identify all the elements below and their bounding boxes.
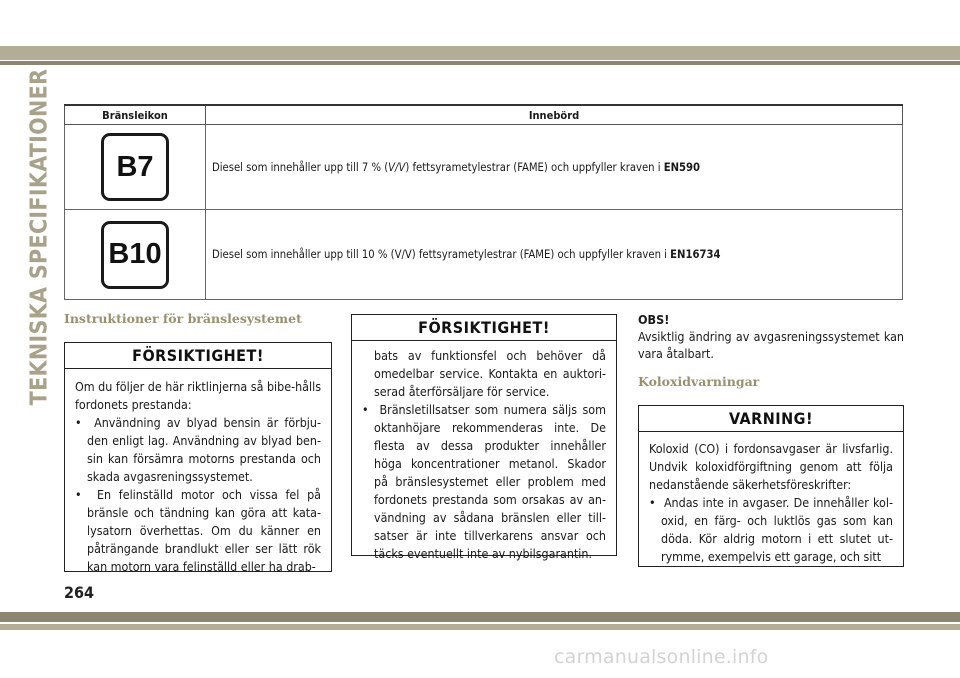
fuel-b7-icon: B7: [101, 133, 169, 201]
caution-title: FÖRSIKTIGHET!: [65, 343, 331, 369]
header-fuel-icon: Bränsleikon: [65, 105, 206, 125]
caution-intro: Om du följer de här riktlinjerna så bibe-hålls fordonets prestanda:: [75, 379, 322, 412]
header-band: [0, 46, 960, 60]
list-item: • Användning av blyad bensin är förbju-den enligt lag. Användning av blyad ben-sin kan försämra motorns prestanda och skada avgasreningssystemet.: [75, 414, 321, 486]
caution-list: [362, 401, 606, 563]
warning-box: [638, 405, 904, 567]
list-item: • Andas inte in avgaser. De innehåller kol-oxid, en färg- och luktlös gas som kan döda. Kör aldrig motorn i ett slutet ut-rymme, exempelvis ett garage, och sitt: [649, 494, 893, 566]
section-heading-fuel-system: Instruktioner för bränslesystemet: [64, 311, 302, 326]
table-header-row: [65, 105, 903, 125]
list-item: • Bränsletillsatser som numera säljs som oktanhöjare rekommenderas inte. De flesta av dessa produkter innehåller höga koncentrationer metanol. Skador på bränslesystemet eller problem med fordonets prestanda som orsakas av an-vändning av sådana bränslen eller till-satser är inte tillverkarens ansvar och täcks eventuellt inte av nybilsgarantin.: [362, 401, 606, 563]
note-title: OBS!: [638, 312, 670, 327]
caution-box: [64, 342, 332, 572]
watermark: carmanualsonline.info: [554, 646, 769, 668]
desc-text: Diesel som innehåller upp till 7 % (: [212, 160, 389, 174]
caution-title: FÖRSIKTIGHET!: [352, 315, 616, 341]
fuel-description: [206, 125, 903, 210]
list-item: • En felinställd motor och vissa fel på bränsle och tändning kan göra att kata-lysatorn överhettas. Om du känner en påträngande brandlukt eller ser lätt rök kan motorn vara felinställd eller ha drab-: [75, 486, 321, 576]
fuel-icon-cell: [65, 210, 206, 300]
caution-box-continued: [351, 314, 617, 561]
caution-continued-text: bats av funktionsfel och behöver då omedelbar service. Kontakta en auktori-serad återförsäljare för service.: [374, 348, 606, 399]
header-rule: [0, 61, 960, 65]
caution-list: [75, 414, 321, 576]
page-number: 264: [64, 583, 95, 602]
standard-code: EN16734: [670, 248, 721, 261]
desc-text: ) fettsyrametylestrar (FAME) och uppfyller kraven i: [411, 248, 671, 261]
fuel-icon-table: [64, 104, 903, 300]
caution-body: [352, 341, 616, 567]
table-row: [65, 210, 903, 300]
note-text: Avsiktlig ändring av avgasreningssystemet kan vara åtalbart.: [638, 329, 904, 361]
warning-intro: Koloxid (CO) i fordonsavgaser är livsfarlig. Undvik koloxidförgiftning genom att följa nedanstående säkerhetsföreskrifter:: [649, 441, 893, 492]
warning-list: [649, 494, 893, 566]
section-heading-carbon-monoxide: Koloxidvarningar: [638, 374, 760, 389]
footer-band: [0, 612, 960, 622]
desc-unit: V/V: [388, 160, 406, 174]
fuel-b10-icon: B10: [101, 221, 169, 289]
fuel-icon-cell: [65, 125, 206, 210]
caution-body: [65, 369, 331, 580]
desc-text: Diesel som innehåller upp till 10 % (: [212, 248, 395, 261]
desc-text: ) fettsyrametylestrar (FAME) och uppfyller kraven i: [405, 160, 664, 174]
fuel-description: [206, 210, 903, 300]
table-row: [65, 125, 903, 210]
chapter-side-label: [25, 68, 53, 406]
warning-body: [639, 432, 903, 570]
header-meaning: Innebörd: [206, 105, 903, 125]
footer-rule: [0, 624, 960, 630]
desc-unit: V/V: [394, 248, 412, 261]
standard-code: EN590: [663, 160, 701, 174]
warning-title: VARNING!: [639, 406, 903, 432]
chapter-side-label-text: TEKNISKA SPECIFIKATIONER: [26, 68, 52, 406]
